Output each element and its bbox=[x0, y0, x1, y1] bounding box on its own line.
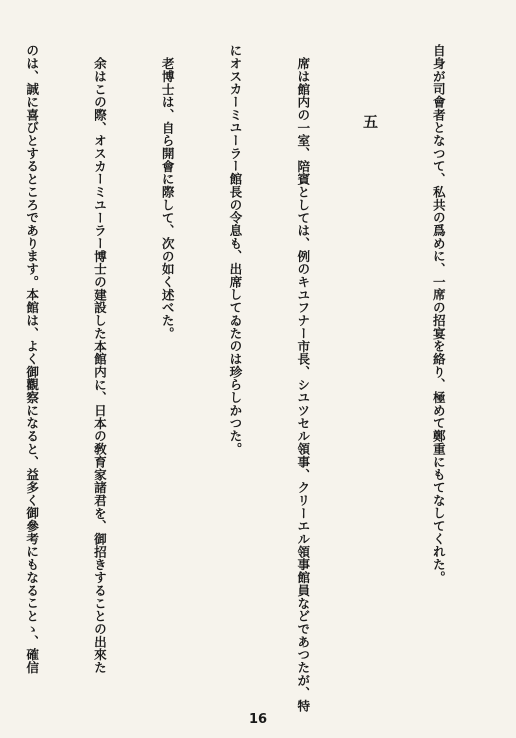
text-line: 自身が司會者となつて、私共の爲めに、一席の招宴を絡り、極めて鄭重にもてなしてくれた。 bbox=[430, 44, 446, 584]
text-line: 老博士は、自ら開會に際して、次の如く述べた。 bbox=[159, 57, 175, 340]
text-line: 席は館内の一室、陪賓としては、例のキユフナー市長、シユツセル領事、クリーエル領事館員などであつたが、特 bbox=[295, 57, 311, 713]
text-line: のは、誠に喜びとするところであります。本館は、よく御觀察になると、益多く御參考にもなることゝ、確信 bbox=[24, 44, 40, 674]
vertical-text-block bbox=[0, 44, 494, 713]
text-line: にオスカーミユーラー館長の令息も、出席してゐたのは珍らしかつた。 bbox=[227, 44, 243, 456]
text-line: 余はこの際、オスカーミユーラー博士の建設した本館内に、日本の敎育家諸君を、御招きすることの出來た bbox=[91, 57, 107, 674]
page-number: 16 bbox=[248, 712, 268, 727]
section-heading: 五 bbox=[361, 114, 380, 130]
